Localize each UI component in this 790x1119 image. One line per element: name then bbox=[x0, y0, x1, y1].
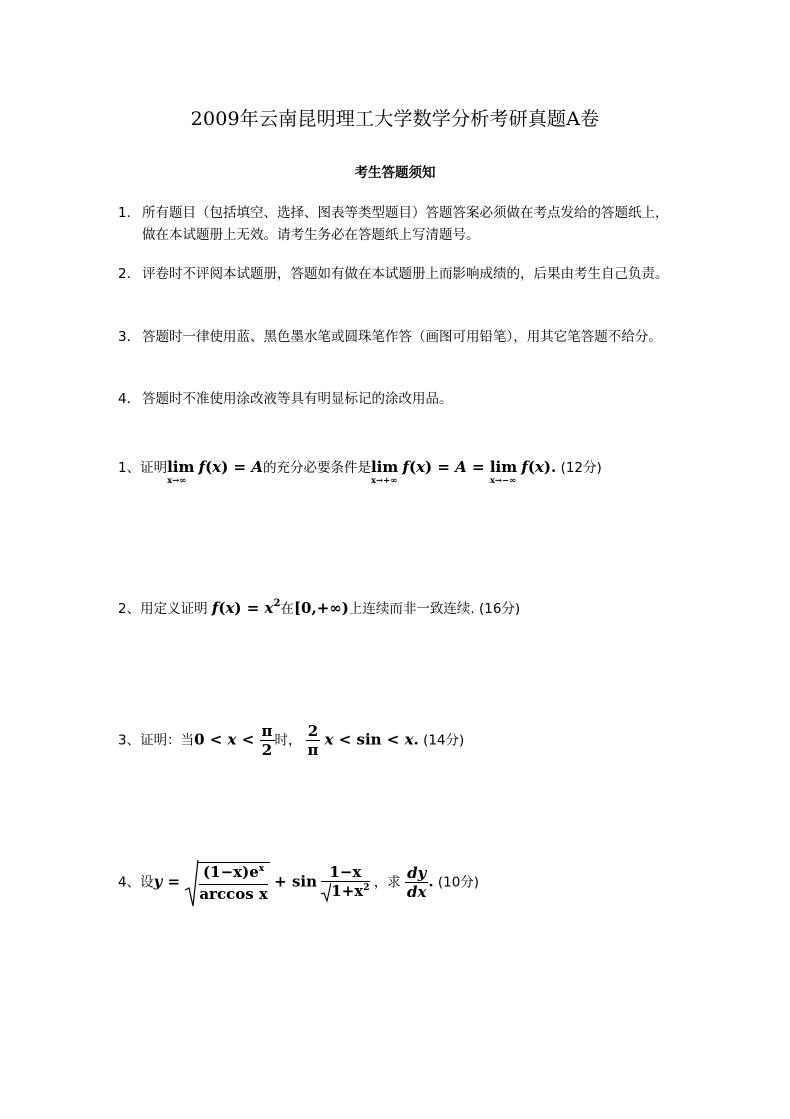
question-prefix: 用定义证明 bbox=[140, 601, 208, 617]
score-label: (12分) bbox=[560, 460, 602, 476]
fraction-pi-over-2: $\frac{\pi}{2}$ bbox=[261, 722, 273, 759]
note-item bbox=[118, 388, 678, 412]
radical-sign-icon bbox=[185, 860, 199, 908]
note-number: 2． bbox=[118, 266, 141, 282]
note-text: 答题时不准使用涂改液等具有明显标记的涂改用品。 bbox=[142, 391, 453, 407]
instructions-heading: 考生答题须知 bbox=[354, 165, 436, 181]
limit-expression: lim x→∞ bbox=[167, 458, 195, 486]
question-text: 上连续而非一致连续. bbox=[348, 601, 475, 617]
note-text: 答题时一律使用蓝、黑色墨水笔或圆珠笔作答（画图可用铅笔），用其它笔答题不给分。 bbox=[142, 329, 662, 345]
note-number: 4． bbox=[118, 391, 141, 407]
question-prefix: 证明 bbox=[140, 460, 168, 476]
note-number: 3． bbox=[118, 329, 141, 345]
question-text: 在 bbox=[280, 601, 294, 617]
question-2: 2、用定义证明 $f(x) = x^2$在[0,+∞)上连续而非一致连续. (16分) bbox=[118, 598, 521, 617]
page-title: 2009年云南昆明理工大学数学分析考研真题A卷 bbox=[190, 108, 600, 130]
score-label: (16分) bbox=[478, 601, 521, 617]
fraction-2-over-pi: $\frac{2}{\pi}$ bbox=[307, 722, 319, 759]
question-1: 1、证明lim x→∞ f(x) = A的充分必要条件是lim x→+∞ f(x) = A = lim x→−∞ f(x). (12分) bbox=[118, 458, 602, 486]
question-text: 的充分必要条件是 bbox=[262, 460, 371, 476]
note-item bbox=[118, 202, 678, 248]
question-number: 4、 bbox=[118, 874, 141, 891]
score-label: (10分) bbox=[437, 874, 480, 891]
fraction-dy-dx: $\frac{dy}{dx}$ bbox=[407, 864, 427, 901]
note-item bbox=[118, 326, 698, 350]
fraction-sin-argument: $\frac{1-x}{1+x^2}$ bbox=[321, 863, 369, 903]
question-4: 4、设y = $\frac{(1-x)e^x}{\text{arccos x}}$ + sin $\frac{1-x}{1+x^2}$ ，求 $\frac{dy}{dx}$ . (10分) bbox=[118, 862, 479, 903]
radical-sign-icon bbox=[321, 882, 331, 902]
note-text: 所有题目（包括填空、选择、图表等类型题目）答题答案必须做在考点发给的答题纸上，做在本试题册上无效。请考生务必在答题纸上写清题号。 bbox=[142, 205, 669, 243]
question-prefix: 设 bbox=[140, 874, 154, 891]
question-3: 3、证明：当0 < x < $\frac{\pi}{2}$ 时， $\frac{2}{\pi}$ x < sin < x. (14分) bbox=[118, 722, 465, 759]
question-text: ，求 bbox=[373, 874, 401, 891]
question-number: 3、 bbox=[118, 732, 141, 749]
question-text: 时， bbox=[274, 732, 302, 749]
limit-expression: lim x→+∞ bbox=[370, 458, 399, 486]
note-item bbox=[118, 263, 678, 309]
limit-expression: lim x→−∞ bbox=[489, 458, 518, 486]
score-label: (14分) bbox=[423, 732, 465, 749]
question-number: 1、 bbox=[118, 460, 141, 476]
interval: [0,+∞) bbox=[293, 599, 349, 617]
note-number: 1． bbox=[118, 205, 141, 221]
note-text: 评卷时不评阅本试题册，答题如有做在本试题册上而影响成绩的，后果由考生自己负责。 bbox=[142, 266, 669, 282]
question-prefix: 证明：当 bbox=[140, 732, 195, 749]
question-number: 2、 bbox=[118, 601, 141, 617]
sqrt-expression: $\frac{(1-x)e^x}{\text{arccos x}}$ bbox=[185, 862, 270, 903]
